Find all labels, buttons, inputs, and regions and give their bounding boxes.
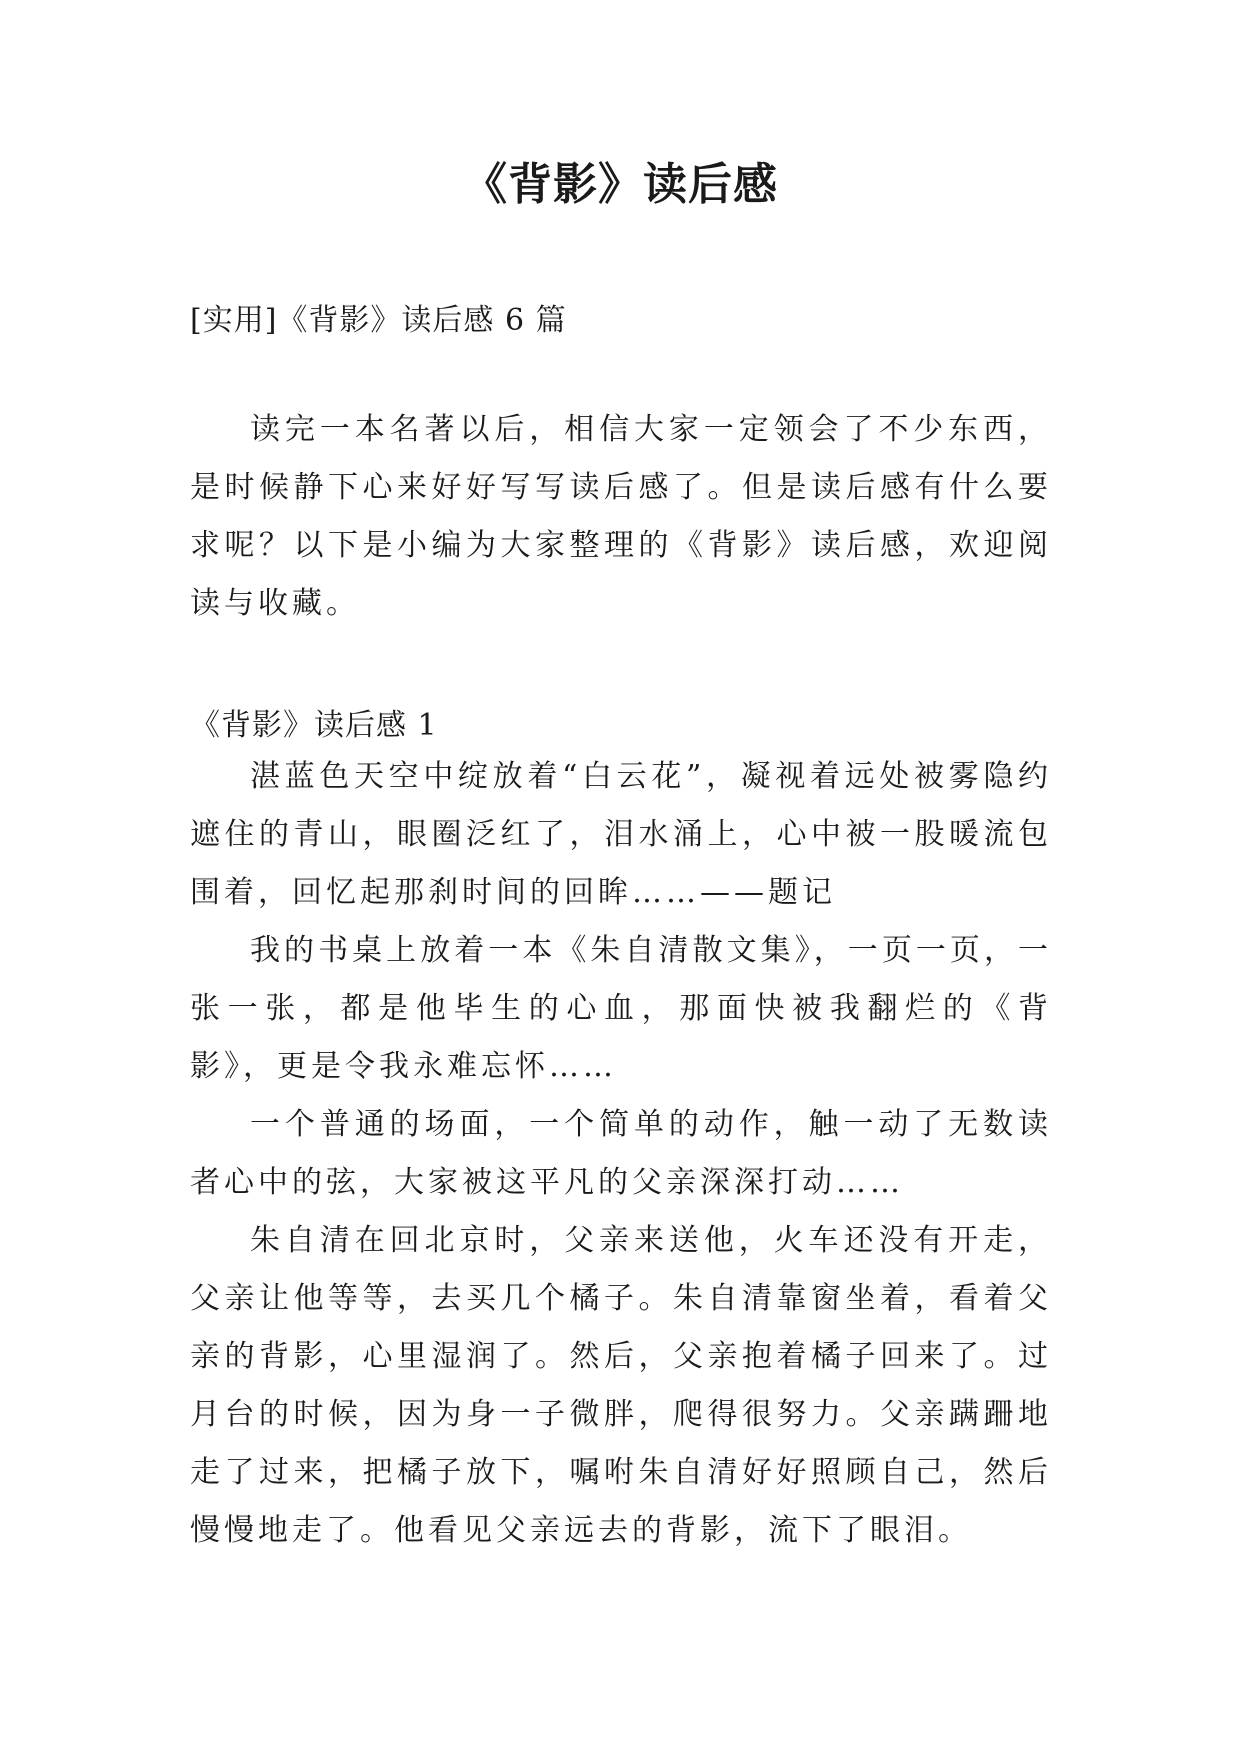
intro-block: [190, 401, 1052, 633]
section-body: [190, 748, 1052, 1560]
section-heading: 《背影》读后感 1: [190, 708, 438, 743]
document-subtitle: [实用]《背影》读后感 6 篇: [190, 303, 567, 338]
intro-paragraph: 读完一本名著以后，相信大家一定领会了不少东西，是时候静下心来好好写写读后感了。但是读后感有什么要求呢？以下是小编为大家整理的《背影》读后感，欢迎阅读与收藏。: [190, 412, 1052, 621]
body-paragraph: 朱自清在回北京时，父亲来送他，火车还没有开走，父亲让他等等，去买几个橘子。朱自清靠窗坐着，看着父亲的背影，心里湿润了。然后，父亲抱着橘子回来了。过月台的时候，因为身一子微胖，爬得很努力。父亲蹒跚地走了过来，把橘子放下，嘱咐朱自清好好照顾自己，然后慢慢地走了。他看见父亲远去的背影，流下了眼泪。: [190, 1223, 1052, 1548]
document-title: 《背影》读后感: [463, 159, 778, 210]
body-paragraph: 我的书桌上放着一本《朱自清散文集》，一页一页，一张一张，都是他毕生的心血，那面快被我翻烂的《背影》，更是令我永难忘怀……: [190, 933, 1052, 1084]
body-paragraph: 一个普通的场面，一个简单的动作，触一动了无数读者心中的弦，大家被这平凡的父亲深深打动……: [190, 1107, 1052, 1200]
body-paragraph: 湛蓝色天空中绽放着“白云花”，凝视着远处被雾隐约遮住的青山，眼圈泛红了，泪水涌上，心中被一股暖流包围着，回忆起那刹时间的回眸……——题记: [190, 759, 1052, 910]
